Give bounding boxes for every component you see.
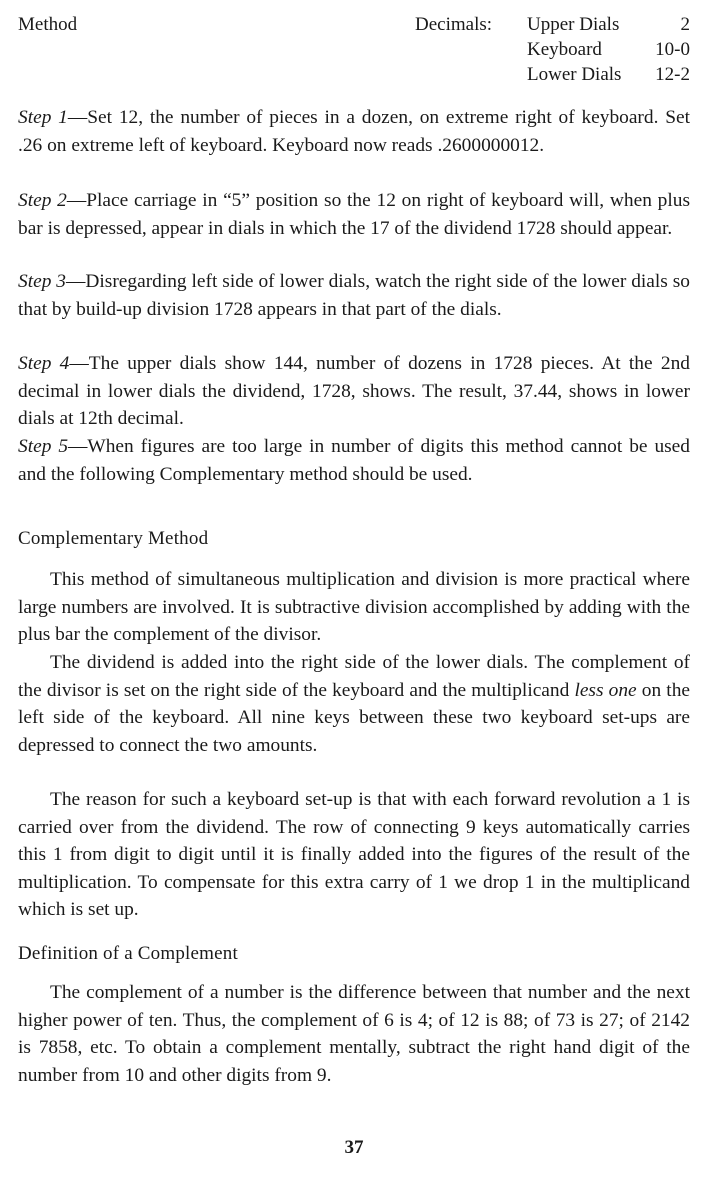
complementary-paragraph-2-end: on the left side of the keyboard. All nine keys between these two keyboard set-ups are depressed to connect the two amounts.	[18, 679, 690, 756]
step-3-paragraph	[18, 268, 690, 323]
step-2-text: —Place carriage in “5” position so the 12 on right of keyboard will, when plus bar is depressed, appear in dials in which the 17 of the dividend 1728 should appear.	[18, 190, 690, 239]
step-2-label: Step 2	[18, 190, 67, 211]
step-5-text: —When figures are too large in number of digits this method cannot be used and the following Complementary method should be used.	[18, 436, 690, 485]
decimals-row-upper-dials	[527, 12, 690, 37]
step-5-paragraph	[18, 433, 690, 488]
decimals-label: Decimals:	[415, 14, 493, 35]
definition-paragraph: The complement of a number is the difference between that number and the next higher power of ten. Thus, the complement of 6 is 4; of 12 is 88; of 73 is 27; of 2142 is 7858, etc. To obtain a complement mentally, subtract the right hand digit of the number from 10 and other digits from 9.	[18, 982, 690, 1086]
decimals-row-name: Keyboard	[527, 39, 602, 60]
step-3-label: Step 3	[18, 271, 66, 292]
decimals-row-keyboard	[527, 37, 690, 62]
decimals-row-value: 2	[680, 14, 690, 35]
page-number: 37	[344, 1137, 364, 1158]
step-4-label: Step 4	[18, 353, 70, 374]
complementary-paragraph-3: The reason for such a keyboard set-up is that with each forward revolution a 1 is carried over from the dividend. The row of connecting 9 keys automatically carries this 1 from digit to digit until it is finally added into the figures of the result of the multiplication. To compensate for this extra carry of 1 we drop 1 in the multiplicand which is set up.	[18, 789, 690, 920]
step-5-label: Step 5	[18, 436, 69, 457]
step-1-paragraph	[18, 104, 690, 159]
document-page	[18, 0, 690, 1177]
decimals-row-value: 10-0	[655, 39, 690, 60]
method-heading: Method	[18, 14, 78, 35]
step-2-paragraph	[18, 187, 690, 242]
decimals-rows	[527, 12, 690, 87]
complementary-paragraph-1: This method of simultaneous multiplication and division is more practical where large numbers are involved. It is subtractive division accomplished by adding with the plus bar the complement of the divisor.	[18, 569, 690, 645]
complementary-method-heading: Complementary Method	[18, 528, 209, 549]
complementary-paragraph-2-start: The dividend is added into the right side of the lower dials. The complement of the divisor is set on the right side of the keyboard and the multiplicand	[18, 652, 690, 701]
step-3-text: —Disregarding left side of lower dials, watch the right side of the lower dials so that by build-up division 1728 appears in that part of the dials.	[18, 271, 690, 320]
decimals-row-lower-dials	[527, 62, 690, 87]
definition-heading: Definition of a Complement	[18, 943, 238, 964]
complementary-paragraph-2	[18, 649, 690, 759]
step-4-paragraph	[18, 350, 690, 433]
decimals-row-name: Lower Dials	[527, 64, 622, 85]
decimals-row-name: Upper Dials	[527, 14, 620, 35]
step-4-text: —The upper dials show 144, number of dozens in 1728 pieces. At the 2nd decimal in lower dials the dividend, 1728, shows. The result, 37.44, shows in lower dials at 12th decimal.	[18, 353, 690, 429]
step-1-label: Step 1	[18, 107, 68, 128]
complementary-paragraph-2-emphasis: less one	[574, 679, 637, 701]
step-1-text: —Set 12, the number of pieces in a dozen, on extreme right of keyboard. Set .26 on extreme left of keyboard. Keyboard now reads .2600000012.	[18, 107, 690, 156]
decimals-row-value: 12-2	[655, 64, 690, 85]
